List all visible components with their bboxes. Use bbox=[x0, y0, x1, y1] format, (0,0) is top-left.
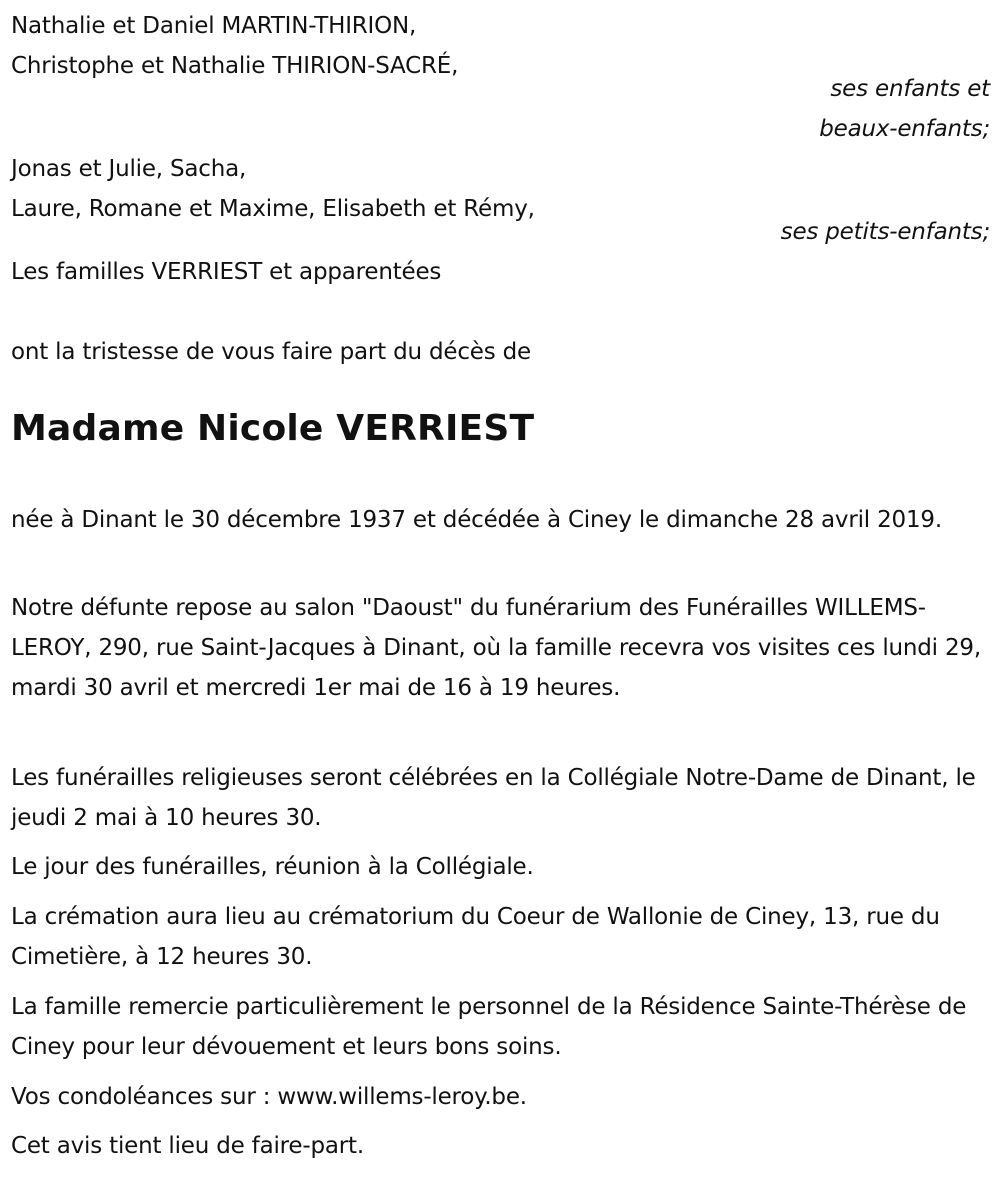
children-role-line-1: ses enfants et bbox=[830, 76, 990, 102]
cremation-paragraph: La crémation aura lieu au crématorium du Coeur de Wallonie de Ciney, 13, rue du Cimetière, à 12 heures 30. bbox=[11, 904, 940, 970]
notice-paragraph: Cet avis tient lieu de faire-part. bbox=[11, 1133, 364, 1159]
birth-death-paragraph: née à Dinant le 30 décembre 1937 et décédée à Ciney le dimanche 28 avril 2019. bbox=[11, 507, 942, 533]
visitation-paragraph: Notre défunte repose au salon "Daoust" du funérarium des Funérailles WILLEMS-LEROY, 290, rue Saint-Jacques à Dinant, où la famille recevra vos visites ces lundi 29, mardi 30 avril et mercredi 1er mai de 16 à 19 heures. bbox=[11, 595, 981, 701]
condolences-paragraph: Vos condoléances sur : www.willems-leroy.be. bbox=[11, 1084, 527, 1110]
children-role-line-2: beaux-enfants; bbox=[819, 116, 990, 142]
grandchildren-line-2: Laure, Romane et Maxime, Elisabeth et Rémy, bbox=[11, 196, 535, 222]
gathering-paragraph: Le jour des funérailles, réunion à la Collégiale. bbox=[11, 854, 534, 880]
extended-family: Les familles VERRIEST et apparentées bbox=[11, 259, 442, 285]
funeral-service-paragraph: Les funérailles religieuses seront célébrées en la Collégiale Notre-Dame de Dinant, le jeudi 2 mai à 10 heures 30. bbox=[11, 765, 976, 831]
thanks-paragraph: La famille remercie particulièrement le personnel de la Résidence Sainte-Thérèse de Ciney pour leur dévouement et leurs bons soins. bbox=[11, 994, 967, 1060]
announcement-intro: ont la tristesse de vous faire part du décès de bbox=[11, 339, 531, 365]
grandchildren-line-1: Jonas et Julie, Sacha, bbox=[11, 156, 247, 182]
grandchildren-role: ses petits-enfants; bbox=[780, 219, 990, 245]
children-line-2: Christophe et Nathalie THIRION-SACRÉ, bbox=[11, 53, 459, 79]
children-line-1: Nathalie et Daniel MARTIN-THIRION, bbox=[11, 13, 417, 39]
deceased-name: Madame Nicole VERRIEST bbox=[11, 408, 535, 449]
